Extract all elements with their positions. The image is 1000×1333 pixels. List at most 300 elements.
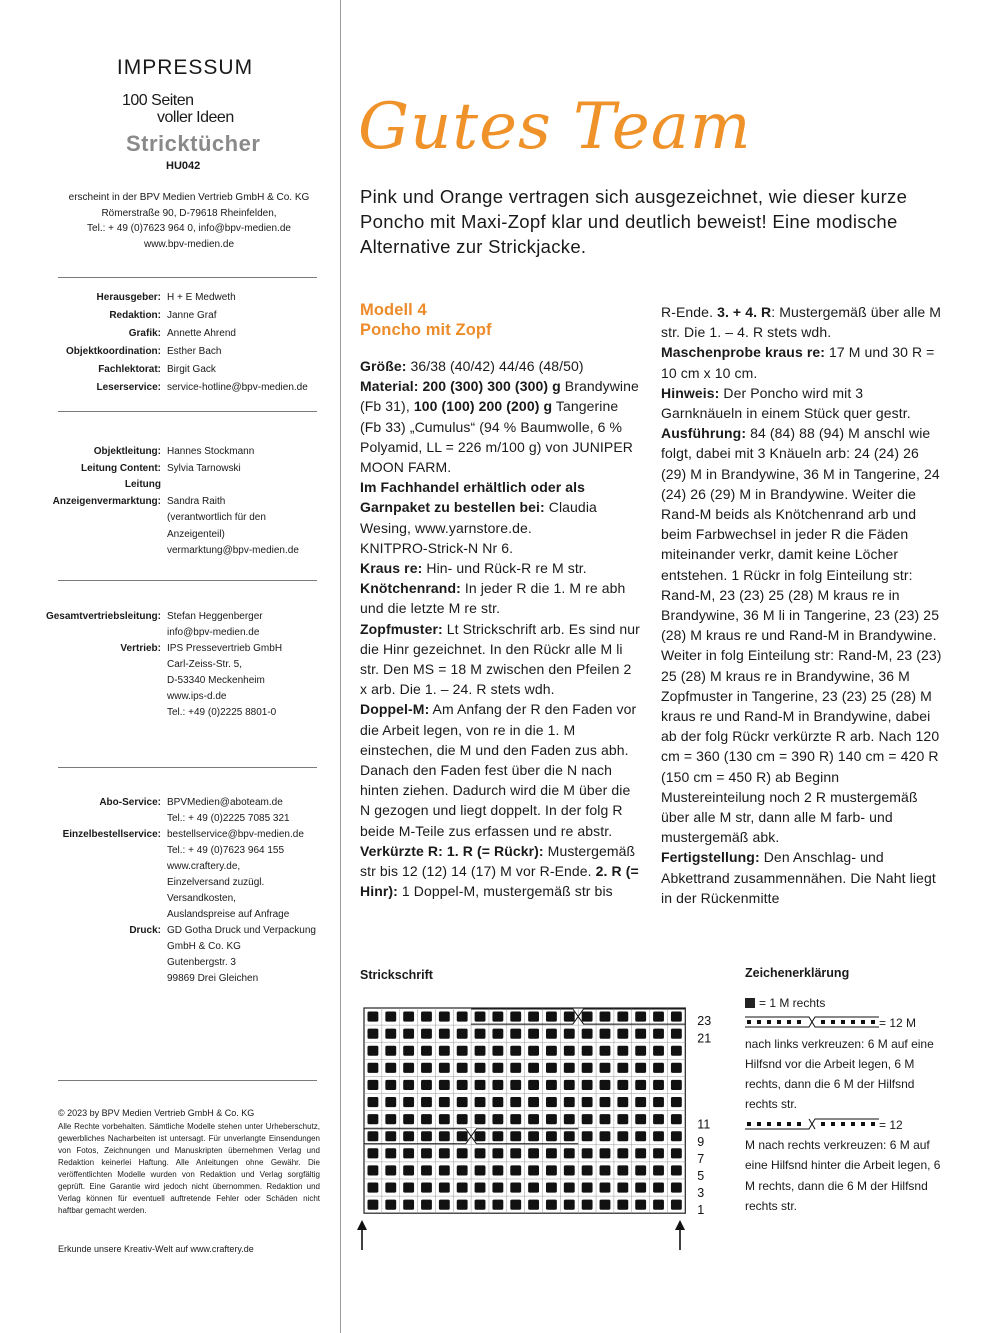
staff-label: [0, 527, 167, 544]
knit-stitch: [421, 1012, 432, 1022]
knit-stitch: [475, 1097, 486, 1107]
staff-row: [0, 811, 340, 827]
instruction-body: Den Anschlag- und Abkettrand zusammennähen. Die Naht liegt in der Rückenmitte: [661, 849, 936, 906]
knit-stitch: [385, 1148, 396, 1158]
knit-stitch: [528, 1131, 539, 1141]
knit-stitch: [403, 1200, 414, 1210]
staff-row: [0, 859, 340, 875]
row-number: 9: [697, 1134, 705, 1149]
divider: [58, 1080, 317, 1081]
staff-group-2: [0, 444, 340, 560]
knit-stitch: [492, 1097, 503, 1107]
legend-title: Zeichenerklärung: [745, 966, 850, 980]
divider: [58, 277, 317, 278]
staff-label: [0, 939, 167, 955]
knit-stitch: [635, 1029, 646, 1039]
knit-stitch: [635, 1012, 646, 1022]
staff-row: [0, 689, 340, 705]
knit-stitch: [510, 1200, 521, 1210]
knit-stitch: [564, 1131, 575, 1141]
knit-stitch: [671, 1114, 682, 1124]
instruction-body: Tangerine (Fb 33) „Cumulus“ (94 % Baumwolle, 6 % Polyamid, LL = 226 m/100 g) von JUNIPER MOON FARM.: [360, 398, 634, 476]
knit-stitch: [564, 1080, 575, 1090]
knit-stitch: [671, 1165, 682, 1175]
legend-knit-text: = 1 M rechts: [759, 996, 826, 1010]
knit-stitch: [528, 1165, 539, 1175]
staff-row: [0, 827, 340, 843]
knit-stitch: [546, 1080, 557, 1090]
staff-label: [0, 875, 167, 891]
staff-row: [0, 444, 340, 461]
knit-stitch: [564, 1029, 575, 1039]
knit-stitch: [475, 1063, 486, 1073]
knit-stitch: [546, 1131, 557, 1141]
knit-stitch: [635, 1183, 646, 1193]
staff-value: service-hotline@bpv-medien.de: [167, 382, 308, 393]
knit-stitch: [492, 1165, 503, 1175]
staff-value: Sandra Raith: [167, 495, 226, 507]
knit-stitch: [385, 1183, 396, 1193]
staff-row: [0, 625, 340, 641]
legend-cable-right-count: = 12: [879, 1117, 903, 1132]
instruction-body: 17 M und 30 R = 10 cm x 10 cm.: [661, 344, 935, 381]
knit-stitch: [457, 1114, 468, 1124]
staff-row: [0, 891, 340, 907]
instruction-body: : Mustergemäß über alle M str. Die 1. – 4. R stets wdh.: [661, 304, 942, 341]
knit-stitch: [403, 1148, 414, 1158]
staff-row: [0, 543, 340, 560]
knit-stitch: [510, 1165, 521, 1175]
knit-stitch: [403, 1097, 414, 1107]
staff-label: [0, 510, 167, 527]
knit-stitch: [457, 1063, 468, 1073]
knit-stitch: [403, 1063, 414, 1073]
staff-label: [0, 657, 167, 673]
instruction-heading: 100 (100) 200 (200) g: [413, 398, 553, 415]
knit-stitch: [546, 1063, 557, 1073]
staff-label: Druck:: [129, 925, 161, 936]
knit-stitch: [582, 1165, 593, 1175]
knit-stitch: [368, 1063, 379, 1073]
staff-label: Anzeigenvermarktung:: [52, 495, 161, 507]
knit-stitch: [600, 1200, 611, 1210]
staff-label: [0, 705, 167, 721]
knit-stitch: [582, 1046, 593, 1056]
instruction-heading: 3. + 4. R: [717, 304, 772, 320]
knit-stitch: [600, 1012, 611, 1022]
staff-value: IPS Pressevertrieb GmbH: [167, 643, 283, 654]
knit-stitch: [617, 1148, 628, 1158]
instruction-heading: Verkürzte R: 1. R (= Rückr):: [360, 842, 544, 859]
instruction-body: Am Anfang der R den Faden vor die Arbeit legen, von re in die 1. M einstechen, die M und den Faden zus abh. Danach den Faden fest über die N nach hinten ziehen. Dadurch wird die M über die N gezogen und liegt doppelt. In der folg R beide M-Teile zus erfassen und re abstr.: [360, 701, 637, 839]
knit-stitch: [492, 1200, 503, 1210]
knit-stitch: [368, 1183, 379, 1193]
knit-stitch: [368, 1097, 379, 1107]
knit-stitch: [617, 1200, 628, 1210]
instruction-heading: Zopfmuster:: [360, 620, 443, 637]
repeat-arrow-left: [357, 1220, 367, 1250]
knit-stitch: [457, 1012, 468, 1022]
knit-stitch: [528, 1097, 539, 1107]
staff-value: Esther Bach: [167, 346, 222, 357]
knit-stitch: [457, 1148, 468, 1158]
cable-left-icon: [745, 1016, 879, 1028]
divider: [58, 411, 317, 412]
knit-stitch: [475, 1114, 486, 1124]
knit-stitch: [492, 1063, 503, 1073]
issue-number: HU042: [166, 160, 201, 172]
staff-label: Leitung Content:: [81, 462, 161, 474]
publisher-line: www.bpv-medien.de: [143, 238, 235, 250]
staff-row: [0, 641, 340, 657]
publisher-line: erscheint in der BPV Medien Vertrieb GmbH & Co. KG: [68, 192, 310, 203]
staff-value: www.craftery.de,: [167, 861, 241, 872]
staff-row: [0, 477, 340, 494]
instructions-column-2: [661, 302, 946, 908]
publisher-info: [60, 190, 318, 252]
staff-label: [0, 689, 167, 705]
knit-stitch: [403, 1029, 414, 1039]
row-number: 5: [697, 1169, 705, 1183]
knit-stitch: [421, 1148, 432, 1158]
knit-stitch: [457, 1080, 468, 1090]
knit-stitch: [421, 1097, 432, 1107]
knit-stitch: [510, 1046, 521, 1056]
knit-stitch: [617, 1114, 628, 1124]
instruction-heading: Im Fachhandel erhältlich oder als Garnpaket zu bestellen bei:: [360, 479, 586, 516]
staff-row: [0, 343, 340, 361]
knit-stitch: [617, 1063, 628, 1073]
staff-value: [167, 477, 340, 494]
instruction-body: Hin- und Rück-R re M str.: [422, 560, 587, 577]
staff-row: [0, 609, 340, 625]
staff-row: [0, 939, 340, 955]
staff-label: [0, 625, 167, 641]
magazine-name: Stricktücher: [126, 131, 261, 156]
staff-label: Gesamtvertriebsleitung:: [45, 611, 161, 622]
knit-stitch: [475, 1046, 486, 1056]
knit-stitch: [582, 1080, 593, 1090]
knit-stitch: [635, 1148, 646, 1158]
knit-stitch: [653, 1183, 664, 1193]
instruction-body: Mustergemäß str bis 12 (12) 14 (17) M vor R-Ende.: [360, 842, 636, 880]
knit-stitch: [385, 1029, 396, 1039]
staff-row: [0, 361, 340, 379]
knit-stitch: [368, 1012, 379, 1022]
knit-stitch: [421, 1114, 432, 1124]
knit-stitch: [528, 1029, 539, 1039]
knit-stitch: [421, 1165, 432, 1175]
knit-stitch: [439, 1114, 450, 1124]
instruction-heading: 2. R (= Hinr):: [360, 863, 639, 900]
knit-stitch: [385, 1165, 396, 1175]
staff-label: Herausgeber:: [96, 292, 161, 303]
legend-cable-left-text: nach links verkreuzen: 6 M auf eine Hilfsnd vor die Arbeit legen, 6 M rechts, dann die 6 M der Hilfsnd rechts str.: [745, 1036, 934, 1112]
knit-stitch: [385, 1012, 396, 1022]
knit-stitch: [564, 1183, 575, 1193]
staff-value: Stefan Heggenberger: [167, 611, 263, 622]
instruction-heading: Kraus re:: [360, 560, 423, 577]
knit-stitch: [617, 1029, 628, 1039]
knit-stitch: [421, 1183, 432, 1193]
knit-stitch: [368, 1046, 379, 1056]
knit-stitch: [421, 1200, 432, 1210]
knit-stitch: [403, 1080, 414, 1090]
knit-stitch: [653, 1165, 664, 1175]
model-name: Poncho mit Zopf: [360, 321, 492, 339]
knit-stitch: [403, 1114, 414, 1124]
staff-row: [0, 657, 340, 673]
knit-stitch: [510, 1012, 521, 1022]
publisher-line: Römerstraße 90, D-79618 Rheinfelden,: [101, 207, 277, 219]
knit-stitch: [385, 1131, 396, 1141]
copyright: © 2023 by BPV Medien Vertrieb GmbH & Co. KG: [58, 1108, 255, 1118]
knit-stitch: [582, 1148, 593, 1158]
knit-stitch: [457, 1200, 468, 1210]
knit-stitch: [475, 1080, 486, 1090]
knit-stitch: [475, 1029, 486, 1039]
knit-stitch: [421, 1131, 432, 1141]
knit-stitch: [510, 1131, 521, 1141]
knit-stitch: [439, 1183, 450, 1193]
knit-stitch: [403, 1183, 414, 1193]
divider: [58, 767, 317, 768]
knit-stitch: [564, 1063, 575, 1073]
staff-value: Versandkosten,: [167, 893, 236, 904]
row-number: 21: [697, 1031, 712, 1046]
knit-stitch: [510, 1148, 521, 1158]
staff-value: Hannes Stockmann: [167, 446, 255, 457]
knitting-chart: [360, 1004, 720, 1219]
knit-stitch: [546, 1183, 557, 1193]
knit-stitch: [546, 1012, 557, 1022]
staff-label: Vertrieb:: [120, 643, 161, 654]
staff-value: Birgit Gack: [167, 364, 216, 375]
staff-row: [0, 673, 340, 689]
knit-stitch: [671, 1183, 682, 1193]
knit-stitch: [671, 1029, 682, 1039]
knit-stitch: [528, 1063, 539, 1073]
staff-value: BPVMedien@aboteam.de: [167, 797, 283, 808]
knit-stitch: [457, 1183, 468, 1193]
staff-label: [0, 843, 167, 859]
staff-value: Gutenbergstr. 3: [167, 957, 236, 968]
knit-stitch: [528, 1183, 539, 1193]
knit-stitch: [582, 1200, 593, 1210]
knit-stitch: [439, 1097, 450, 1107]
knit-stitch: [671, 1200, 682, 1210]
staff-row: [0, 494, 340, 511]
knit-stitch: [421, 1029, 432, 1039]
knit-stitch: [475, 1165, 486, 1175]
column-divider: [340, 0, 341, 1333]
knit-stitch: [368, 1029, 379, 1039]
knit-stitch: [564, 1148, 575, 1158]
knit-stitch: [492, 1148, 503, 1158]
instruction-body: KNITPRO-Strick-N Nr 6.: [360, 539, 514, 556]
knit-stitch: [510, 1183, 521, 1193]
staff-label: Grafik:: [128, 328, 161, 339]
staff-label: [0, 543, 167, 560]
knit-stitch: [564, 1200, 575, 1210]
instruction-heading: Material: 200 (300) 300 (300) g: [360, 378, 561, 395]
instruction-body: R-Ende.: [661, 304, 718, 320]
staff-label: Leitung: [124, 479, 161, 490]
staff-value: Auslandspreise auf Anfrage: [167, 909, 290, 920]
knit-stitch: [635, 1131, 646, 1141]
instruction-heading: Ausführung:: [661, 425, 747, 442]
instructions-column-1: [360, 300, 642, 901]
knit-stitch: [635, 1063, 646, 1073]
staff-label: Redaktion:: [109, 310, 161, 321]
legend-cable-right-text: M nach rechts verkreuzen: 6 M auf eine Hilfsnd hinter die Arbeit legen, 6 M rechts, dann die 6 M der Hilfsnd rechts str.: [745, 1138, 941, 1213]
staff-label: Leserservice:: [96, 382, 161, 393]
knit-stitch: [671, 1012, 682, 1022]
knit-stitch: [528, 1046, 539, 1056]
legend-cable-right: [745, 1115, 945, 1216]
knit-stitch: [492, 1080, 503, 1090]
knit-stitch: [546, 1165, 557, 1175]
knit-stitch: [421, 1063, 432, 1073]
knit-stitch: [528, 1114, 539, 1124]
legend-cable-left: [745, 1013, 945, 1114]
staff-label: [0, 955, 167, 971]
knit-stitch: [385, 1114, 396, 1124]
staff-row: [0, 527, 340, 544]
knit-stitch: [368, 1165, 379, 1175]
chart-label: Strickschrift: [360, 968, 433, 982]
knit-stitch: [600, 1183, 611, 1193]
knit-stitch: [600, 1080, 611, 1090]
knit-stitch: [368, 1080, 379, 1090]
knit-stitch: [582, 1063, 593, 1073]
knit-stitch: [439, 1012, 450, 1022]
staff-group-1: [0, 289, 340, 397]
instruction-heading: Doppel-M:: [360, 701, 430, 718]
staff-row: [0, 461, 340, 478]
staff-label: Abo-Service:: [99, 797, 161, 808]
instruction-body: Der Poncho wird mit 3 Garnknäueln in einem Stück quer gestr.: [661, 384, 911, 422]
staff-label: [0, 971, 167, 987]
model-number: Modell 4: [360, 301, 427, 319]
knit-stitch: [546, 1046, 557, 1056]
staff-row: [0, 923, 340, 939]
knit-stitch: [368, 1200, 379, 1210]
knit-stitch: [457, 1165, 468, 1175]
knit-stitch: [368, 1114, 379, 1124]
knit-stitch: [528, 1012, 539, 1022]
staff-value: D-53340 Meckenheim: [167, 675, 265, 686]
knit-stitch: [600, 1029, 611, 1039]
staff-row: [0, 875, 340, 891]
knit-stitch: [510, 1114, 521, 1124]
knit-stitch: [600, 1063, 611, 1073]
legend-cable-left-count: = 12 M: [879, 1016, 917, 1031]
knit-stitch: [439, 1148, 450, 1158]
knit-stitch: [564, 1046, 575, 1056]
staff-value: vermarktung@bpv-medien.de: [167, 545, 299, 556]
legend-knit: [745, 993, 945, 1013]
knit-stitch: [617, 1183, 628, 1193]
row-number: 7: [697, 1151, 705, 1166]
article-headline: Gutes Team: [358, 90, 752, 164]
knit-stitch: [475, 1148, 486, 1158]
knit-stitch: [617, 1046, 628, 1056]
staff-group-4: [0, 795, 340, 987]
knit-stitch: [671, 1080, 682, 1090]
staff-value: Anzeigenteil): [167, 528, 225, 540]
instruction-body: 1 Doppel-M, mustergemäß str bis: [397, 883, 613, 900]
staff-label: [0, 859, 167, 875]
instruction-heading: Größe:: [360, 358, 407, 374]
knit-stitch: [564, 1114, 575, 1124]
knit-stitch: [457, 1097, 468, 1107]
knit-stitch: [653, 1012, 664, 1022]
knit-stitch: [492, 1012, 503, 1022]
staff-value: 99869 Drei Gleichen: [167, 973, 259, 984]
staff-row: [0, 843, 340, 859]
row-number: 3: [697, 1186, 705, 1201]
knit-stitch: [617, 1012, 628, 1022]
knit-stitch: [439, 1165, 450, 1175]
knit-stitch: [528, 1200, 539, 1210]
staff-row: [0, 379, 340, 397]
knit-stitch: [671, 1046, 682, 1056]
knit-stitch: [457, 1029, 468, 1039]
knit-stitch: [385, 1063, 396, 1073]
knit-stitch: [582, 1097, 593, 1107]
knit-stitch: [439, 1080, 450, 1090]
chart-legend: [745, 993, 945, 1216]
knit-stitch: [421, 1046, 432, 1056]
knit-stitch: [582, 1183, 593, 1193]
knit-stitch: [653, 1063, 664, 1073]
knit-stitch: [635, 1046, 646, 1056]
staff-value: bestellservice@bpv-medien.de: [167, 829, 304, 840]
knit-stitch: [421, 1080, 432, 1090]
staff-label: Objektkoordination:: [66, 346, 161, 357]
instruction-body: 84 (84) 88 (94) M anschl wie folgt, dabei mit 3 Knäueln arb: 24 (24) 26 (29) M in Brandywine, 36 M in Tangerine, 24 (24) 26 (29) M in Brandywine. Weiter die Rand-M beids als Knötchenrand arb und beim Farbwechsel in jeder R die Fäden miteinander verkr, damit keine Löcher entstehen. 1 Rückr in folg Einteilung str: Rand-M, 23 (23) 25 (28) M kraus re in Brandywine, 36 M li in Tangerine, 23 (23) 25 (28) M kraus re und Rand-M in Brandywine. Weiter in folg Einteilung str: Rand-M, 23 (23) 25 (28) M kraus re in Brandywine, 36 M Zopfmuster in Tangerine, 23 (23) 25 (28) M kraus re und Rand-M in Brandywine, dabei ab der folg Rückr verkürzte R arb. Nach 120 cm = 360 (130 cm = 390 R) 140 cm = 420 R (150 cm = 450 R) ab Beginn Mustereinteilung noch 2 R mustergemäß über alle M str, dann alle M farb- und mustergemäß abk.: [661, 425, 942, 846]
staff-value: info@bpv-medien.de: [167, 627, 260, 638]
knit-stitch: [546, 1200, 557, 1210]
knit-stitch: [671, 1097, 682, 1107]
footer-website: Erkunde unsere Kreativ-Welt auf www.craftery.de: [58, 1244, 254, 1254]
article-intro: Pink und Orange vertragen sich ausgezeichnet, wie dieser kurze Poncho mit Maxi-Zopf klar und deutlich beweist! Eine modische Alternative zur Strickjacke.: [360, 186, 908, 257]
knit-stitch: [368, 1131, 379, 1141]
knit-stitch: [653, 1097, 664, 1107]
knit-stitch: [635, 1200, 646, 1210]
instruction-heading: Hinweis:: [661, 384, 720, 401]
instruction-body: Brandywine (Fb 31),: [360, 378, 639, 415]
staff-row: [0, 510, 340, 527]
magazine-line1: 100 Seiten: [122, 92, 194, 109]
legal-notice: [58, 1107, 320, 1217]
knit-stitch: [600, 1165, 611, 1175]
knit-stitch: [439, 1063, 450, 1073]
knit-stitch: [582, 1012, 593, 1022]
knit-stitch: [439, 1200, 450, 1210]
knit-stitch: [403, 1131, 414, 1141]
knit-stitch: [671, 1148, 682, 1158]
staff-label: Fachlektorat:: [98, 364, 161, 375]
staff-value: Einzelversand zuzügl.: [167, 877, 265, 888]
impressum-title: IMPRESSUM: [116, 56, 254, 79]
staff-value: Annette Ahrend: [167, 328, 236, 339]
knit-stitch: [600, 1046, 611, 1056]
knit-stitch: [546, 1097, 557, 1107]
staff-value: GmbH & Co. KG: [167, 941, 241, 952]
knit-stitch: [600, 1131, 611, 1141]
